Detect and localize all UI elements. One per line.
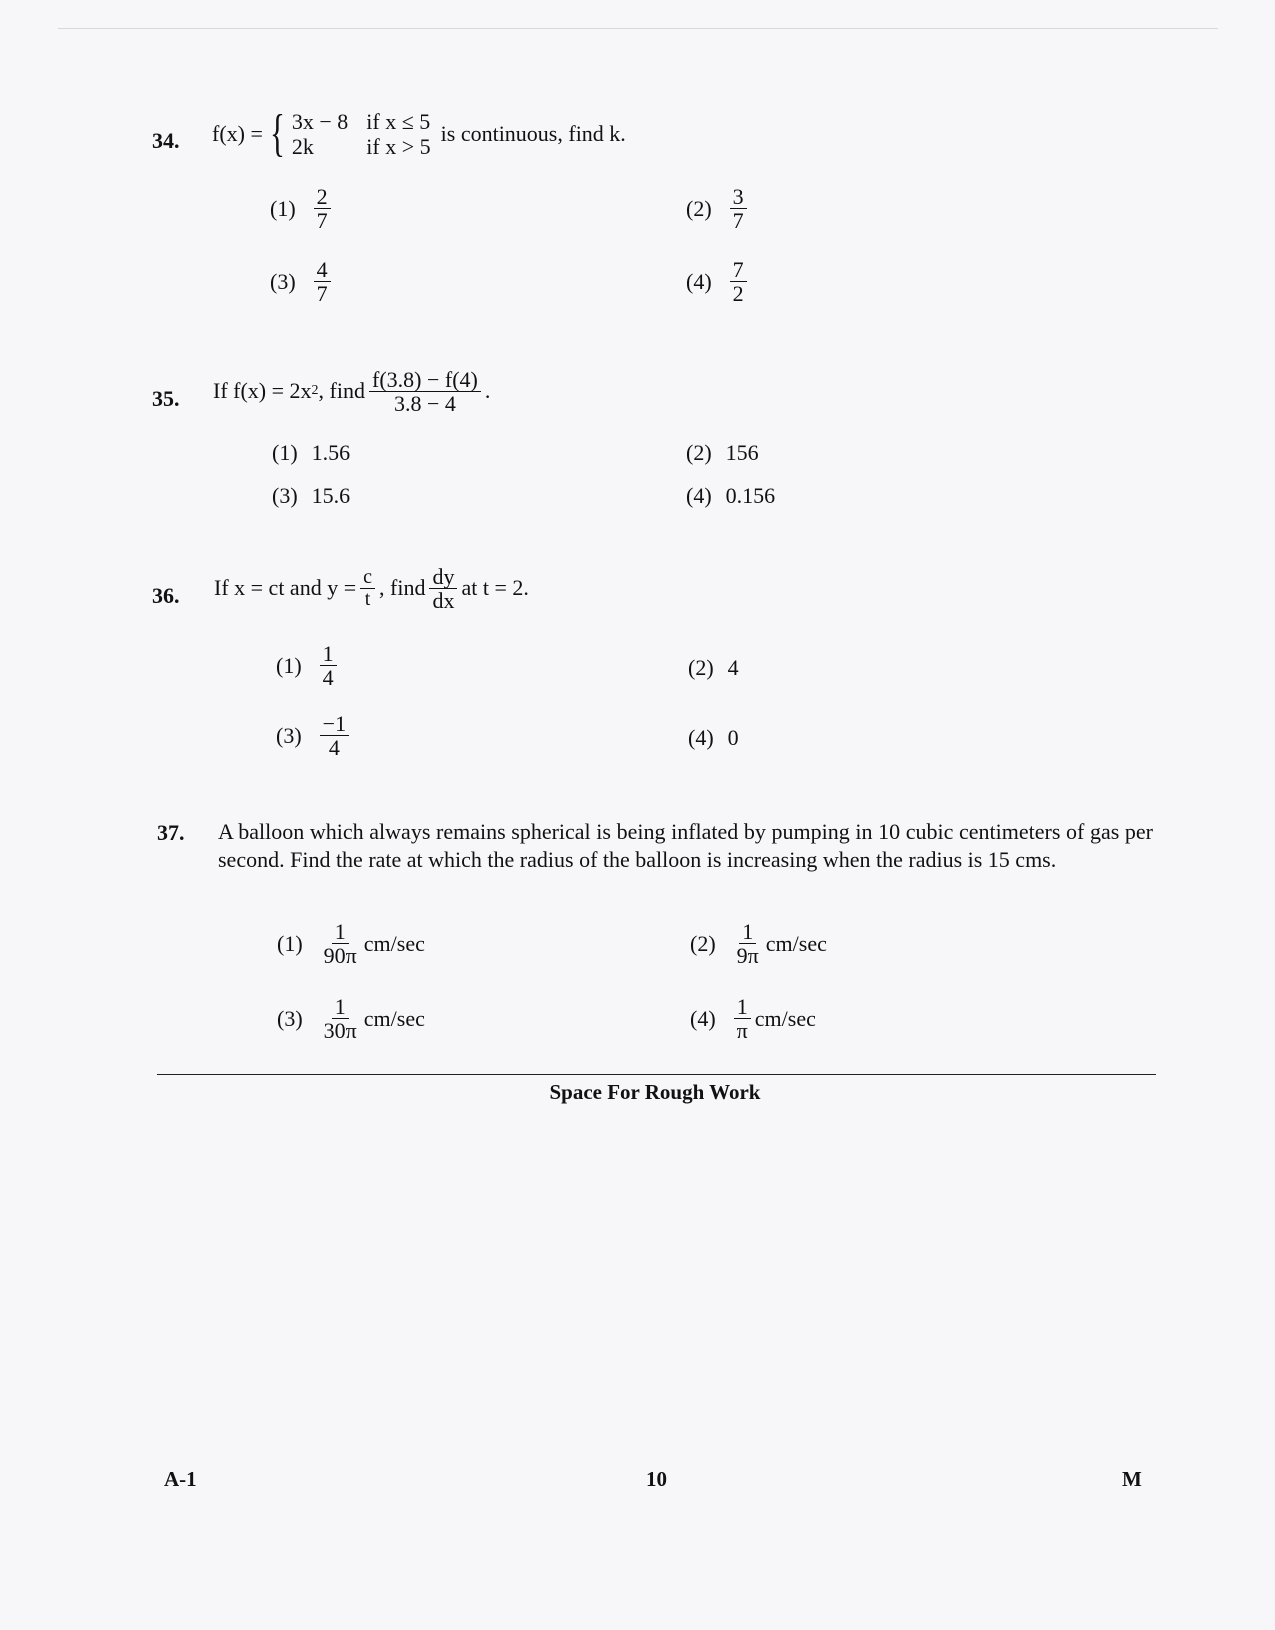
- fraction-denominator: 4: [328, 735, 340, 761]
- q34-option-4[interactable]: [686, 258, 751, 305]
- option-label: (3): [276, 722, 302, 748]
- q35-tail: .: [484, 378, 491, 404]
- option-label: (3): [272, 483, 298, 508]
- option-label: (2): [688, 655, 714, 680]
- footer-paper-code: A-1: [164, 1467, 197, 1491]
- option-value: 1.56: [311, 440, 351, 465]
- q35-option-2[interactable]: [686, 440, 759, 466]
- fraction-numerator: 1: [320, 642, 337, 666]
- option-label: (1): [272, 440, 298, 465]
- option-label: (2): [686, 440, 712, 465]
- q36-frac2-numerator: dy: [429, 565, 457, 589]
- q34-case2-cond: if x > 5: [366, 134, 431, 159]
- q34-case2-expr: 2k: [291, 134, 314, 159]
- q37-option-2[interactable]: [690, 920, 827, 967]
- option-label: (4): [690, 1005, 716, 1031]
- rough-work-title: Space For Rough Work: [549, 1080, 761, 1104]
- option-unit: cm/sec: [363, 1005, 425, 1031]
- q36-tail: at t = 2.: [461, 575, 529, 601]
- option-label: (1): [270, 195, 296, 221]
- q35-option-4[interactable]: [686, 483, 775, 509]
- option-label: (4): [688, 725, 714, 750]
- q35-fraction-denominator: 3.8 − 4: [393, 391, 456, 417]
- fraction-numerator: 4: [314, 258, 331, 282]
- fraction-denominator: 4: [322, 665, 334, 691]
- option-unit: cm/sec: [754, 1005, 816, 1031]
- option-unit: cm/sec: [765, 930, 827, 956]
- option-label: (1): [277, 930, 303, 956]
- q34-option-2[interactable]: [686, 185, 751, 232]
- option-label: (1): [276, 652, 302, 678]
- q36-number: 36.: [152, 583, 180, 608]
- option-label: (3): [270, 268, 296, 294]
- q34-lhs: f(x) =: [212, 120, 263, 146]
- fraction-numerator: 1: [332, 995, 349, 1019]
- option-label: (2): [690, 930, 716, 956]
- option-unit: cm/sec: [363, 930, 425, 956]
- q36-option-3[interactable]: [276, 712, 353, 759]
- fraction-denominator: 7: [316, 281, 328, 307]
- q36-stem-b: , find: [379, 575, 426, 601]
- q37-text: A balloon which always remains spherical is being inflated by pumping in 10 cubic centimeters of gas per second. Find the rate at which the radius of the balloon is increasing when the radius is 15 cms.: [218, 819, 1153, 872]
- footer-page-number: 10: [646, 1467, 667, 1491]
- option-value: 15.6: [311, 483, 351, 508]
- fraction-denominator: 90π: [323, 943, 357, 969]
- fraction-denominator: 2: [732, 281, 744, 307]
- q34-number: 34.: [152, 128, 180, 153]
- fraction-numerator: 1: [739, 920, 756, 944]
- q36-option-1[interactable]: [276, 642, 341, 689]
- fraction-denominator: 9π: [736, 943, 759, 969]
- q36-stem-a: If x = ct and y =: [214, 575, 357, 601]
- q36-option-2[interactable]: [688, 655, 739, 681]
- q35-number: 35.: [152, 386, 180, 411]
- fraction-denominator: 30π: [323, 1018, 357, 1044]
- q34-cases: [292, 109, 431, 160]
- q35-stem-b: , find: [318, 378, 365, 404]
- top-rule: [58, 28, 1218, 29]
- fraction-numerator: 2: [314, 185, 331, 209]
- q37-number: 37.: [157, 820, 185, 845]
- option-value: 4: [727, 655, 739, 680]
- fraction-denominator: π: [736, 1018, 748, 1044]
- q35-fraction-numerator: f(3.8) − f(4): [369, 368, 481, 392]
- footer-right-mark: M: [1122, 1467, 1142, 1491]
- option-label: (4): [686, 268, 712, 294]
- q34-case1-expr: 3x − 8: [291, 108, 349, 134]
- option-value: 0: [727, 725, 739, 750]
- fraction-numerator: 1: [734, 995, 751, 1019]
- q35-stem-a: If f(x) = 2x: [213, 378, 312, 404]
- q37-option-1[interactable]: [277, 920, 425, 967]
- q37-option-4[interactable]: [690, 995, 816, 1042]
- fraction-numerator: 3: [730, 185, 747, 209]
- option-label: (3): [277, 1005, 303, 1031]
- fraction-numerator: −1: [320, 712, 349, 736]
- q34-tail: is continuous, find k.: [440, 120, 626, 146]
- q36-frac2-denominator: dx: [432, 588, 455, 614]
- q35-option-1[interactable]: [272, 440, 350, 466]
- q36-stem: [214, 565, 529, 612]
- rough-work-divider: [157, 1074, 1156, 1075]
- fraction-numerator: 7: [730, 258, 747, 282]
- q36-option-4[interactable]: [688, 725, 739, 751]
- q34-stem: [212, 105, 626, 162]
- q34-option-1[interactable]: [270, 185, 335, 232]
- q35-stem: [213, 368, 490, 415]
- q36-frac1-denominator: t: [364, 588, 371, 611]
- q35-exponent: 2: [311, 383, 319, 399]
- q37-option-3[interactable]: [277, 995, 425, 1042]
- q36-frac1-numerator: c: [360, 567, 375, 589]
- option-value: 156: [725, 440, 759, 465]
- fraction-numerator: 1: [332, 920, 349, 944]
- option-value: 0.156: [725, 483, 776, 508]
- option-label: (4): [686, 483, 712, 508]
- q34-option-3[interactable]: [270, 258, 335, 305]
- fraction-denominator: 7: [316, 208, 328, 234]
- option-label: (2): [686, 195, 712, 221]
- brace-symbol: {: [269, 105, 285, 162]
- q35-option-3[interactable]: [272, 483, 350, 509]
- q34-case1-cond: if x ≤ 5: [366, 108, 431, 134]
- fraction-denominator: 7: [732, 208, 744, 234]
